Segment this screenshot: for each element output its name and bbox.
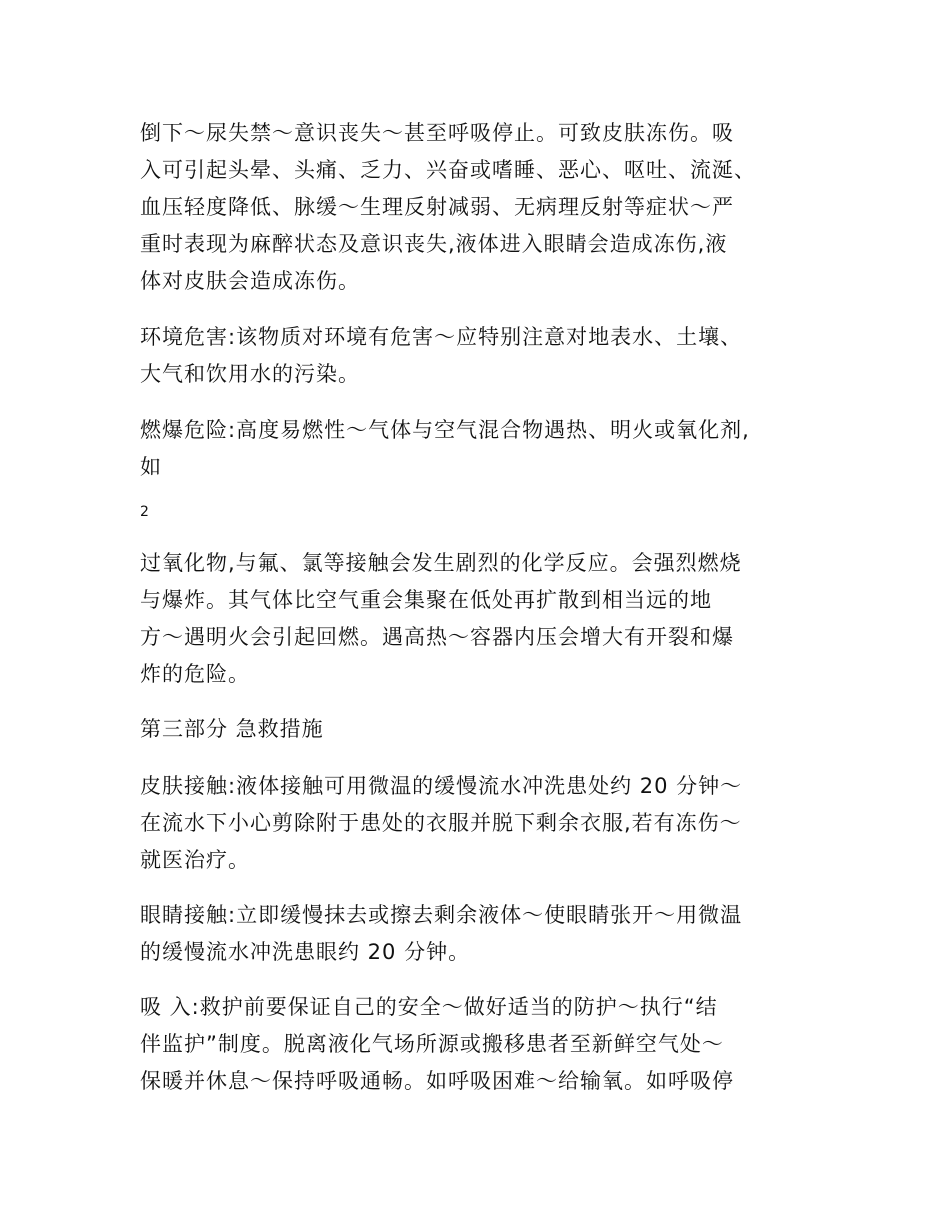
section-heading-text: 第三部分 急救措施 bbox=[140, 717, 324, 741]
text-line: 保暖并休息～保持呼吸通畅。如呼吸困难～给输氧。如呼吸停 bbox=[140, 1069, 734, 1093]
paragraph-inhalation bbox=[140, 989, 830, 1100]
text-line: 体对皮肤会造成冻伤。 bbox=[140, 269, 360, 293]
text-line: 倒下～尿失禁～意识丧失～甚至呼吸停止。可致皮肤冻伤。吸 bbox=[140, 121, 734, 145]
text-line: 方～遇明火会引起回燃。遇高热～容器内压会增大有开裂和爆 bbox=[140, 625, 734, 649]
paragraph-skin-contact bbox=[140, 768, 830, 879]
text-line: 皮肤接触:液体接触可用微温的缓慢流水冲洗患处约 20 分钟～ bbox=[140, 774, 743, 798]
text-line: 燃爆危险:高度易燃性～气体与空气混合物遇热、明火或氧化剂, bbox=[140, 418, 750, 442]
text-line: 伴监护”制度。脱离液化气场所源或搬移患者至新鲜空气处～ bbox=[140, 1032, 724, 1056]
text-line: 过氧化物,与氟、氯等接触会发生剧烈的化学反应。会强烈燃烧 bbox=[140, 551, 742, 575]
text-line: 的缓慢流水冲洗患眼约 20 分钟。 bbox=[140, 940, 471, 964]
text-line: 与爆炸。其气体比空气重会集聚在低处再扩散到相当远的地 bbox=[140, 588, 712, 612]
text-line: 就医治疗。 bbox=[140, 848, 250, 872]
paragraph-fire-explosion-hazard bbox=[140, 412, 830, 486]
text-line: 大气和饮用水的污染。 bbox=[140, 362, 360, 386]
text-line: 炸的危险。 bbox=[140, 662, 250, 686]
text-line: 吸 入:救护前要保证自己的安全～做好适当的防护～执行“结 bbox=[140, 995, 718, 1019]
paragraph-eye-contact bbox=[140, 897, 830, 971]
page-number: 2 bbox=[140, 504, 149, 520]
section-heading-first-aid bbox=[140, 711, 830, 748]
text-line: 重时表现为麻醉状态及意识丧失,液体进入眼睛会造成冻伤,液 bbox=[140, 232, 728, 256]
text-line: 入可引起头晕、头痛、乏力、兴奋或嗜睡、恶心、呕吐、流涎、 bbox=[140, 158, 756, 182]
text-line: 在流水下小心剪除附于患处的衣服并脱下剩余衣服,若有冻伤～ bbox=[140, 811, 742, 835]
text-line: 血压轻度降低、脉缓～生理反射减弱、无病理反射等症状～严 bbox=[140, 195, 734, 219]
paragraph-environmental-hazard bbox=[140, 319, 830, 393]
text-line: 环境危害:该物质对环境有危害～应特别注意对地表水、土壤、 bbox=[140, 325, 743, 349]
paragraph-fire-explosion-continued bbox=[140, 545, 830, 693]
text-line: 如 bbox=[140, 455, 162, 479]
text-line: 眼睛接触:立即缓慢抹去或擦去剩余液体～使眼睛张开～用微温 bbox=[140, 903, 743, 927]
paragraph-toxicity-symptoms bbox=[140, 115, 830, 300]
